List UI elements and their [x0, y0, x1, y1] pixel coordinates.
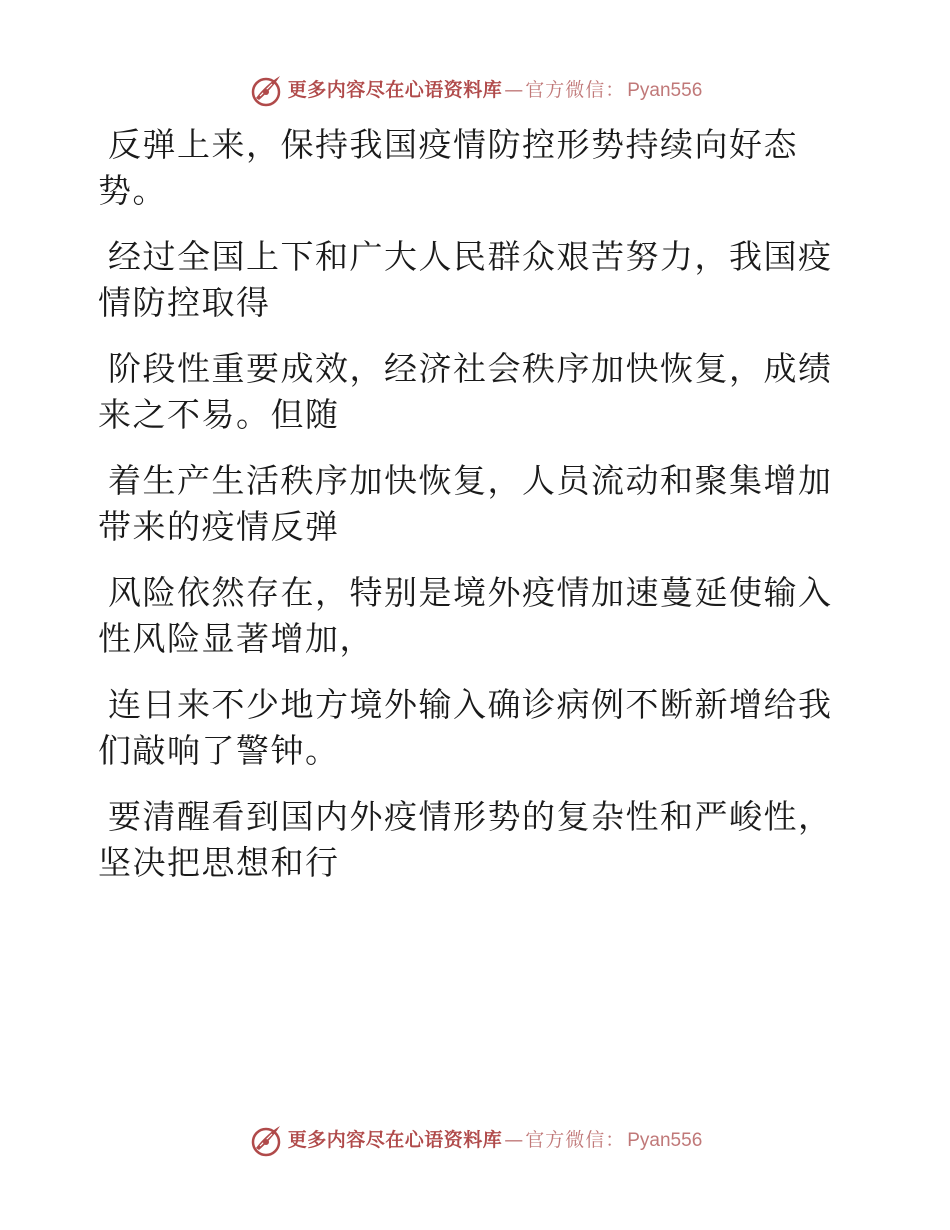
paragraph-5: 风险依然存在，特别是境外疫情加速蔓延使输入性风险显著增加，	[98, 573, 833, 658]
paragraph-7: 要清醒看到国内外疫情形势的复杂性和严峻性，坚决把思想和行	[98, 797, 833, 882]
paragraph-1: 反弹上来，保持我国疫情防控形势持续向好态势。	[98, 125, 798, 210]
footer-banner-inner	[248, 1122, 703, 1158]
footer-banner	[0, 1120, 950, 1160]
header-text	[287, 78, 703, 101]
header-main-text: 更多内容尽在心语资料库	[287, 78, 503, 101]
paragraph-6: 连日来不少地方境外输入确诊病例不断新增给我们敲响了警钟。	[98, 685, 833, 770]
footer-wechat-label: 官方微信：	[525, 1128, 626, 1151]
paragraph-3: 阶段性重要成效，经济社会秩序加快恢复，成绩来之不易。但随	[98, 349, 833, 434]
header-separator: —	[504, 78, 524, 101]
footer-main-text: 更多内容尽在心语资料库	[287, 1128, 503, 1151]
paragraph-2: 经过全国上下和广大人民群众艰苦努力，我国疫情防控取得	[98, 237, 833, 322]
quill-pen-logo-icon	[248, 1122, 284, 1158]
header-wechat-id: Pyan556	[627, 79, 703, 101]
document-body	[98, 122, 858, 906]
paragraph-4: 着生产生活秩序加快恢复，人员流动和聚集增加带来的疫情反弹	[98, 461, 833, 546]
footer-wechat-id: Pyan556	[627, 1129, 703, 1151]
header-banner-inner	[248, 72, 703, 108]
footer-separator: —	[504, 1128, 524, 1151]
header-banner	[0, 70, 950, 110]
quill-pen-logo-icon	[248, 72, 284, 108]
footer-text	[287, 1128, 703, 1151]
header-wechat-label: 官方微信：	[525, 78, 626, 101]
